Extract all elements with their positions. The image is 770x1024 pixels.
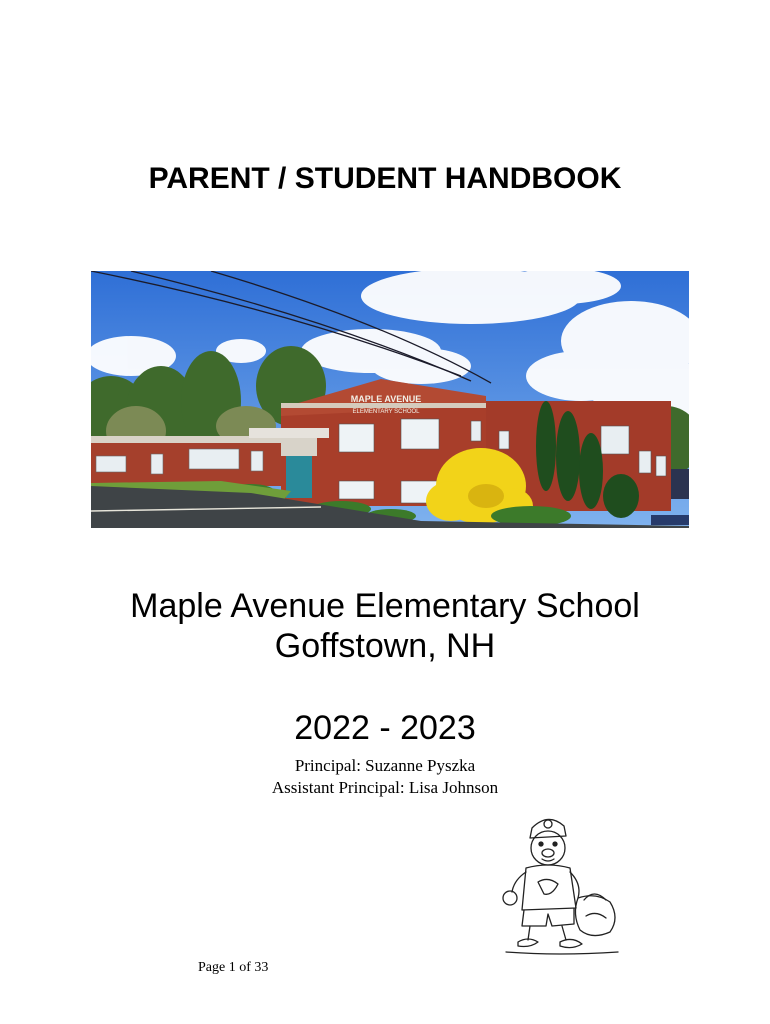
- assistant-principal-line: Assistant Principal: Lisa Johnson: [271, 778, 499, 797]
- administrators: [0, 755, 770, 799]
- page-number: Page 1 of 33: [198, 960, 269, 975]
- school-identity: [0, 586, 770, 666]
- handbook-title: PARENT / STUDENT HANDBOOK: [148, 162, 622, 195]
- building-sign-bottom: ELEMENTARY SCHOOL: [352, 409, 420, 415]
- school-name: Maple Avenue Elementary School: [130, 587, 640, 625]
- school-location: Goffstown, NH: [274, 627, 496, 665]
- building-sign-top: MAPLE AVENUE: [350, 394, 422, 404]
- mascot-bear-illustration: [478, 806, 638, 962]
- school-building-photo: [91, 271, 689, 528]
- school-year: 2022 - 2023: [294, 709, 476, 747]
- principal-line: Principal: Suzanne Pyszka: [294, 756, 476, 775]
